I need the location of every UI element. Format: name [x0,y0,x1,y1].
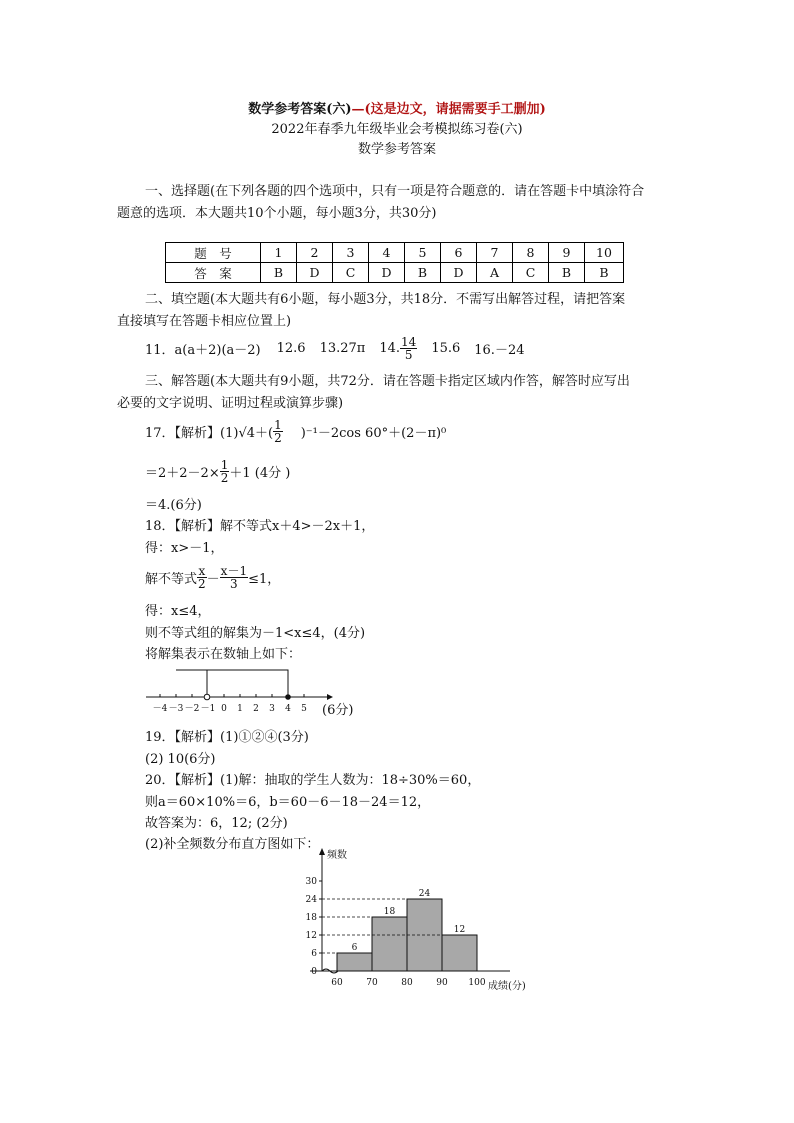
y-axis-arrow [319,848,325,855]
table-cell: 1 [261,243,297,263]
fraction-denominator: 5 [404,347,413,362]
q17-step1 [145,454,290,488]
q18-minus: － [206,571,220,587]
y-tick-label: 0 [311,967,317,977]
table-cell: C [513,263,549,283]
answer-q15: 15.6 [431,340,461,356]
axis-tick-label: 2 [253,704,259,714]
fraction-numerator: 14 [401,334,417,349]
axis-tick-label: －3 [168,704,184,714]
table-row-numbers [166,243,624,263]
x-tick-label: 80 [401,978,413,988]
q17-step2: ＝4.(6分) [145,498,202,513]
table-cell: 3 [333,243,369,263]
q18-line6: 将解集表示在数轴上如下： [145,647,302,662]
y-axis-label: 频数 [327,850,347,861]
page-title [0,98,794,117]
x-tick-label: 100 [468,978,486,988]
bar-value-label: 18 [383,907,396,917]
q20-line1: 20．【解析】(1)解：抽取的学生人数为：18÷30%＝60， [145,773,481,788]
answer-q16: 16.－24 [474,342,525,358]
q18-line4: 得：x≤4， [145,604,211,619]
section3-line1: 三、解答题(本大题共有9小题，共72分．请在答题卡指定区域内作答，解答时应写出 [145,374,630,389]
answer-table [165,242,624,283]
axis-tick-label: 5 [301,704,307,714]
answer-q12: 12.6 [276,340,306,356]
y-tick-label: 6 [311,949,317,959]
fraction-denominator: 2 [220,470,229,485]
table-cell: 5 [405,243,441,263]
q19-line2: (2) 10(6分) [145,752,216,767]
fraction-denominator: 3 [230,576,238,591]
table-row-answers [166,263,624,283]
table-cell: B [585,263,624,283]
q20-line2: 则a＝60×10%＝6，b＝60－6－18－24＝12， [145,795,431,810]
answer-q13: 13.27π [319,340,366,356]
x-tick-label: 60 [331,978,343,988]
y-tick-label: 24 [305,895,317,905]
q17-expression [145,414,446,448]
table-cell: A [477,263,513,283]
q20-line3: 故答案为：6，12; (2分) [145,816,288,831]
q18-fraction-1 [197,565,207,590]
table-cell: 8 [513,243,549,263]
exam-subtitle: 2022年春季九年级毕业会考模拟练习卷(六) [271,122,523,137]
histogram-bar [442,935,477,971]
bar-value-label: 6 [351,943,358,953]
open-point [204,694,210,700]
axis-tick-label: 0 [221,704,227,714]
axis-tick-label: 1 [237,704,243,714]
fraction-numerator: x [198,563,206,578]
answer-q14-prefix: 14. [379,340,401,356]
histogram-bar [372,917,407,971]
q17-rest: )⁻¹－2cos 60°＋(2－π)⁰ [300,425,447,441]
table-cell: 4 [369,243,405,263]
axis-tick-label: －4 [152,704,168,714]
table-cell: 10 [585,243,624,263]
q17-step1-b: ＋1 (4分 ) [229,465,291,481]
bar-value-label: 24 [418,889,431,899]
table-header-cell: 题 号 [166,243,261,263]
table-cell: C [333,263,369,283]
q17-step1-fraction [220,459,230,484]
table-cell: 6 [441,243,477,263]
fraction-denominator: 2 [274,430,282,445]
q18-line3 [145,560,280,594]
bar-value-label: 12 [453,925,466,935]
table-cell: B [261,263,297,283]
section1-line2: 题意的选项．本大题共10个小题，每小题3分，共30分) [117,206,437,221]
y-tick-label: 18 [305,913,317,923]
x-tick-label: 70 [366,978,378,988]
section2-line1: 二、填空题(本大题共有6小题，每小题3分，共18分．不需写出解答过程，请把答案 [145,292,626,307]
q20-line4: (2)补全频数分布直方图如下： [145,837,320,852]
q19-line1: 19．【解析】(1)①②④(3分) [145,730,309,745]
axis-tick-label: 3 [269,704,275,714]
q18-line5: 则不等式组的解集为－1<x≤4，(4分) [145,626,366,641]
title-note: —(这是边文，请据需要手工删加) [351,102,546,117]
table-cell: 9 [549,243,585,263]
q18-line3-a: 解不等式 [145,571,198,587]
fraction-numerator: x－1 [220,563,248,578]
fraction-numerator: 1 [274,417,282,432]
q18-line3-b: ≤1， [248,571,281,587]
fraction-denominator: 2 [198,576,206,591]
table-cell: B [405,263,441,283]
solution-bracket-left [207,670,288,697]
x-axis-label: 成绩(分) [488,981,526,992]
title-main: 数学参考答案(六) [248,102,352,117]
table-cell: 7 [477,243,513,263]
answer-q11: 11．a(a＋2)(a－2) [145,342,261,358]
table-cell: B [549,263,585,283]
q18-line2: 得：x>－1， [145,541,224,556]
answer-q14-fraction [400,336,417,361]
table-cell: 2 [297,243,333,263]
q18-line1: 18．【解析】解不等式x＋4>－2x＋1， [145,519,375,534]
table-cell: D [441,263,477,283]
y-tick-label: 12 [305,931,317,941]
histogram-chart [280,845,550,995]
q17-lead: 17．【解析】(1)√4＋( [145,425,274,441]
table-cell: D [369,263,405,283]
x-tick-label: 90 [436,978,448,988]
closed-point [285,694,291,700]
table-cell: D [297,263,333,283]
q17-step1-a: ＝2＋2－2× [145,465,220,481]
table-header-cell: 答 案 [166,263,261,283]
axis-tick-label: －1 [200,704,216,714]
q17-fraction [273,419,283,444]
section3-line2: 必要的文字说明、证明过程或演算步骤) [117,396,344,411]
y-tick-label: 30 [305,877,317,887]
histogram-group [306,848,526,992]
section1-line1: 一、选择题(在下列各题的四个选项中，只有一项是符合题意的．请在答题卡中填涂符合 [145,184,645,199]
section2-line2: 直接填写在答题卡相应位置上) [117,314,292,329]
fraction-numerator: 1 [220,457,229,472]
axis-note: (6分) [322,703,354,718]
q18-fraction-2 [220,565,248,590]
histogram-bar [337,953,372,971]
axis-tick-label: －2 [184,704,200,714]
answer-subtitle: 数学参考答案 [357,142,436,157]
fill-in-answers [145,332,524,364]
axis-tick-label: 4 [285,704,291,714]
